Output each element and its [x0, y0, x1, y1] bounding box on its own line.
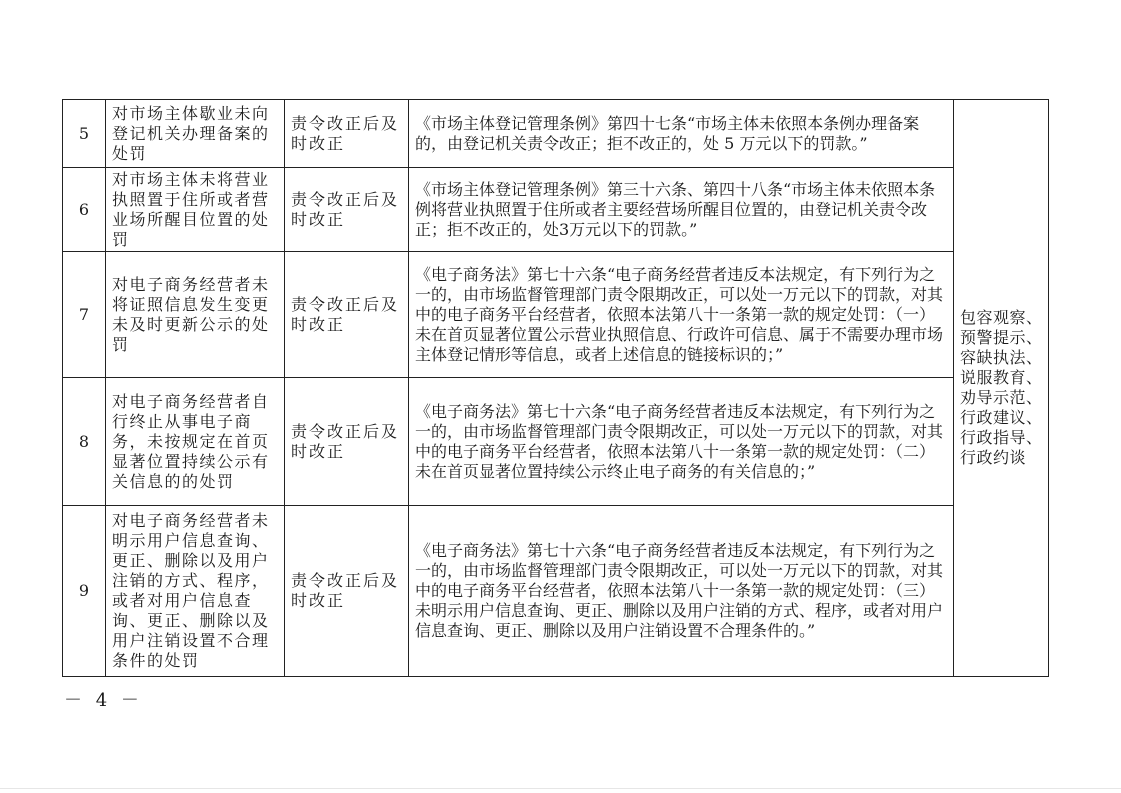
- correction-measure: 责令改正后及时改正: [285, 252, 409, 378]
- means-line: 行政指导、: [960, 428, 1043, 447]
- table-row: [63, 168, 1049, 252]
- means-line: 包容观察、: [960, 308, 1043, 327]
- page-number: － 4 －: [64, 690, 143, 711]
- legal-basis: 《市场主体登记管理条例》第四十七条“市场主体未依照本条例办理备案的，由登记机关责令改正；拒不改正的，处 5 万元以下的罚款。”: [409, 100, 954, 168]
- means-line: 容缺执法、: [960, 348, 1043, 367]
- correction-measure: 责令改正后及时改正: [285, 378, 409, 506]
- table-row: [63, 100, 1049, 168]
- means-line: 说服教育、: [960, 368, 1043, 387]
- correction-measure: 责令改正后及时改正: [285, 506, 409, 677]
- scan-edge: [0, 788, 1121, 789]
- violation-item: 对电子商务经营者自行终止从事电子商务，未按规定在首页显著位置持续公示有关信息的的处罚: [106, 378, 285, 506]
- means-line: 行政建议、: [960, 408, 1043, 427]
- table-row: [63, 252, 1049, 378]
- means-line: 行政约谈: [960, 448, 1027, 467]
- means-line: 劝导示范、: [960, 388, 1043, 407]
- table-row: [63, 506, 1049, 677]
- legal-basis: 《电子商务法》第七十六条“电子商务经营者违反本法规定，有下列行为之一的，由市场监督管理部门责令限期改正，可以处一万元以下的罚款，对其中的电子商务平台经营者，依照本法第八十一条第一款的规定处罚：（一）未在首页显著位置公示营业执照信息、行政许可信息、属于不需要办理市场主体登记情形等信息，或者上述信息的链接标识的；”: [409, 252, 954, 378]
- legal-basis: 《市场主体登记管理条例》第三十六条、第四十八条“市场主体未依照本条例将营业执照置于住所或者主要经营场所醒目位置的，由登记机关责令改正；拒不改正的，处3万元以下的罚款。”: [409, 168, 954, 252]
- violation-item: 对电子商务经营者未明示用户信息查询、更正、删除以及用户注销的方式、程序，或者对用户信息查询、更正、删除以及用户注销设置不合理条件的处罚: [106, 506, 285, 677]
- means-line: 预警提示、: [960, 328, 1043, 347]
- violation-item: 对电子商务经营者未将证照信息发生变更未及时更新公示的处罚: [106, 252, 285, 378]
- row-number: 9: [63, 506, 106, 677]
- violation-item: 对市场主体未将营业执照置于住所或者营业场所醒目位置的处罚: [106, 168, 285, 252]
- table-row: [63, 378, 1049, 506]
- correction-measure: 责令改正后及时改正: [285, 100, 409, 168]
- enforcement-table: [62, 99, 1049, 677]
- row-number: 8: [63, 378, 106, 506]
- legal-basis: 《电子商务法》第七十六条“电子商务经营者违反本法规定，有下列行为之一的，由市场监督管理部门责令限期改正，可以处一万元以下的罚款，对其中的电子商务平台经营者，依照本法第八十一条第一款的规定处罚：（二）未在首页显著位置持续公示终止电子商务的有关信息的；”: [409, 378, 954, 506]
- row-number: 6: [63, 168, 106, 252]
- row-number: 5: [63, 100, 106, 168]
- correction-measure: 责令改正后及时改正: [285, 168, 409, 252]
- row-number: 7: [63, 252, 106, 378]
- violation-item: 对市场主体歇业未向登记机关办理备案的处罚: [106, 100, 285, 168]
- legal-basis: 《电子商务法》第七十六条“电子商务经营者违反本法规定，有下列行为之一的，由市场监督管理部门责令限期改正，可以处一万元以下的罚款，对其中的电子商务平台经营者，依照本法第八十一条第一款的规定处罚：（三）未明示用户信息查询、更正、删除以及用户注销的方式、程序，或者对用户信息查询、更正、删除以及用户注销设置不合理条件的。”: [409, 506, 954, 677]
- enforcement-means: [954, 100, 1049, 677]
